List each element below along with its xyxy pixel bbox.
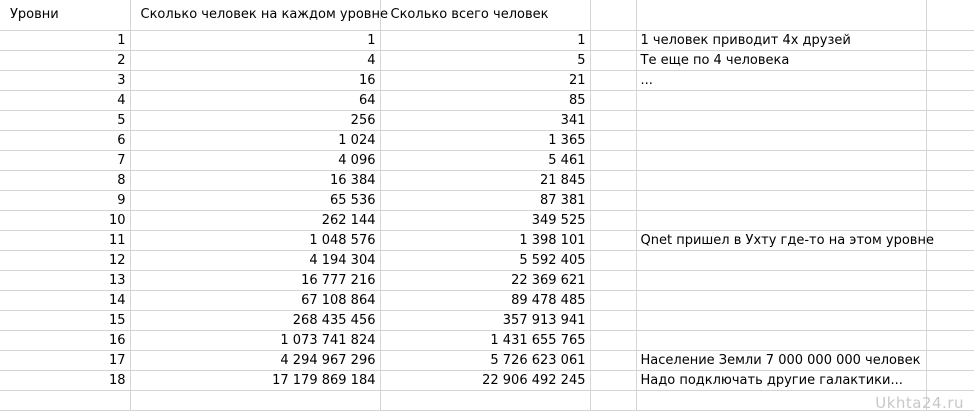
cell-total[interactable]: 1 398 101 [380,230,590,250]
cell-per-level[interactable]: 16 777 216 [130,270,380,290]
cell-total[interactable]: 349 525 [380,210,590,230]
empty-cell[interactable] [380,390,590,410]
cell-note[interactable] [636,290,926,310]
cell-note[interactable]: Qnet пришел в Ухту где-то на этом уровне [636,230,926,250]
empty-cell[interactable] [590,330,636,350]
cell-level[interactable]: 13 [0,270,130,290]
cell-per-level[interactable]: 16 [130,70,380,90]
table-row [0,210,974,230]
table-row [0,170,974,190]
empty-cell[interactable] [590,190,636,210]
empty-cell[interactable] [590,250,636,270]
empty-cell[interactable] [926,70,974,90]
empty-cell[interactable] [926,190,974,210]
empty-cell[interactable] [926,50,974,70]
cell-total[interactable]: 5 592 405 [380,250,590,270]
empty-cell[interactable] [926,310,974,330]
table-row [0,130,974,150]
cell-level[interactable]: 15 [0,310,130,330]
empty-cell[interactable] [590,390,636,410]
table-row [0,50,974,70]
cell-total[interactable]: 22 369 621 [380,270,590,290]
cell-per-level[interactable]: 1 048 576 [130,230,380,250]
cell-total[interactable]: 5 [380,50,590,70]
cell-note[interactable] [636,270,926,290]
cell-total[interactable]: 22 906 492 245 [380,370,590,390]
cell-per-level[interactable]: 256 [130,110,380,130]
cell-total[interactable]: 5 726 623 061 [380,350,590,370]
empty-cell[interactable] [926,130,974,150]
cell-total[interactable]: 21 [380,70,590,90]
cell-level[interactable]: 2 [0,50,130,70]
watermark-logo: Ukhta24.ru [875,394,964,412]
cell-per-level[interactable]: 65 536 [130,190,380,210]
cell-level[interactable]: 8 [0,170,130,190]
cell-total[interactable]: 89 478 485 [380,290,590,310]
cell-level[interactable]: 10 [0,210,130,230]
empty-cell[interactable] [926,330,974,350]
cell-level[interactable]: 14 [0,290,130,310]
empty-cell[interactable] [926,290,974,310]
empty-cell[interactable] [926,370,974,390]
cell-level[interactable]: 3 [0,70,130,90]
cell-total[interactable]: 5 461 [380,150,590,170]
cell-note[interactable] [636,210,926,230]
table-row [0,370,974,390]
cell-total[interactable]: 87 381 [380,190,590,210]
cell-level[interactable]: 1 [0,30,130,50]
cell-note[interactable]: Надо подключать другие галактики... [636,370,926,390]
empty-cell[interactable] [590,370,636,390]
cell-note[interactable] [636,90,926,110]
cell-per-level[interactable]: 268 435 456 [130,310,380,330]
empty-cell[interactable] [926,90,974,110]
empty-cell[interactable] [926,270,974,290]
empty-cell[interactable] [590,110,636,130]
empty-cell[interactable] [130,390,380,410]
cell-level[interactable]: 4 [0,90,130,110]
cell-note[interactable] [636,250,926,270]
empty-cell[interactable] [590,0,636,30]
header-row [0,0,974,30]
empty-cell[interactable] [590,170,636,190]
empty-cell[interactable] [926,150,974,170]
table-row [0,70,974,90]
empty-cell[interactable] [926,210,974,230]
cell-per-level[interactable]: 64 [130,90,380,110]
empty-row [0,390,974,410]
cell-per-level[interactable]: 67 108 864 [130,290,380,310]
cell-per-level[interactable]: 1 [130,30,380,50]
empty-cell[interactable] [926,250,974,270]
table-row [0,270,974,290]
cell-per-level[interactable]: 4 294 967 296 [130,350,380,370]
cell-note[interactable] [636,130,926,150]
cell-note[interactable]: ... [636,70,926,90]
cell-note[interactable] [636,310,926,330]
cell-note[interactable] [636,150,926,170]
header-per-level[interactable]: Сколько человек на каждом уровне [130,0,380,30]
table-row [0,90,974,110]
empty-cell[interactable] [590,50,636,70]
cell-level[interactable]: 16 [0,330,130,350]
empty-cell[interactable] [590,290,636,310]
empty-cell[interactable] [926,170,974,190]
cell-note[interactable] [636,110,926,130]
table-row [0,310,974,330]
table-row [0,330,974,350]
cell-note[interactable] [636,330,926,350]
table-row [0,190,974,210]
empty-cell[interactable] [590,270,636,290]
cell-total[interactable]: 1 431 655 765 [380,330,590,350]
cell-per-level[interactable]: 1 073 741 824 [130,330,380,350]
cell-per-level[interactable]: 17 179 869 184 [130,370,380,390]
cell-level[interactable]: 12 [0,250,130,270]
empty-cell[interactable] [590,210,636,230]
table-row [0,150,974,170]
empty-cell[interactable] [636,0,926,30]
empty-cell[interactable] [590,70,636,90]
empty-cell[interactable] [0,390,130,410]
cell-per-level[interactable]: 4 194 304 [130,250,380,270]
cell-note[interactable]: 1 человек приводит 4х друзей [636,30,926,50]
cell-level[interactable]: 6 [0,130,130,150]
cell-total[interactable]: 357 913 941 [380,310,590,330]
table-row [0,30,974,50]
cell-per-level[interactable]: 16 384 [130,170,380,190]
cell-total[interactable]: 85 [380,90,590,110]
cell-per-level[interactable]: 1 024 [130,130,380,150]
cell-total[interactable]: 341 [380,110,590,130]
empty-cell[interactable] [590,90,636,110]
cell-total[interactable]: 21 845 [380,170,590,190]
cell-total[interactable]: 1 [380,30,590,50]
cell-per-level[interactable]: 4 096 [130,150,380,170]
empty-cell[interactable] [926,0,974,30]
empty-cell[interactable] [926,350,974,370]
cell-per-level[interactable]: 262 144 [130,210,380,230]
cell-level[interactable]: 11 [0,230,130,250]
table-row [0,110,974,130]
cell-note[interactable] [636,170,926,190]
cell-note[interactable]: Население Земли 7 000 000 000 человек [636,350,926,370]
cell-level[interactable]: 7 [0,150,130,170]
empty-cell[interactable] [926,110,974,130]
table-row [0,230,974,250]
cell-note[interactable] [636,190,926,210]
cell-level[interactable]: 9 [0,190,130,210]
table-row [0,250,974,270]
cell-level[interactable]: 17 [0,350,130,370]
table-row [0,350,974,370]
empty-cell[interactable] [590,30,636,50]
header-total[interactable]: Сколько всего человек [380,0,590,30]
empty-cell[interactable] [590,150,636,170]
empty-cell[interactable] [590,130,636,150]
empty-cell[interactable] [926,30,974,50]
cell-level[interactable]: 18 [0,370,130,390]
header-levels[interactable]: Уровни [0,0,130,30]
cell-total[interactable]: 1 365 [380,130,590,150]
cell-level[interactable]: 5 [0,110,130,130]
cell-per-level[interactable]: 4 [130,50,380,70]
empty-cell[interactable] [590,310,636,330]
table-row [0,290,974,310]
cell-note[interactable]: Те еще по 4 человека [636,50,926,70]
empty-cell[interactable] [590,350,636,370]
empty-cell[interactable] [590,230,636,250]
